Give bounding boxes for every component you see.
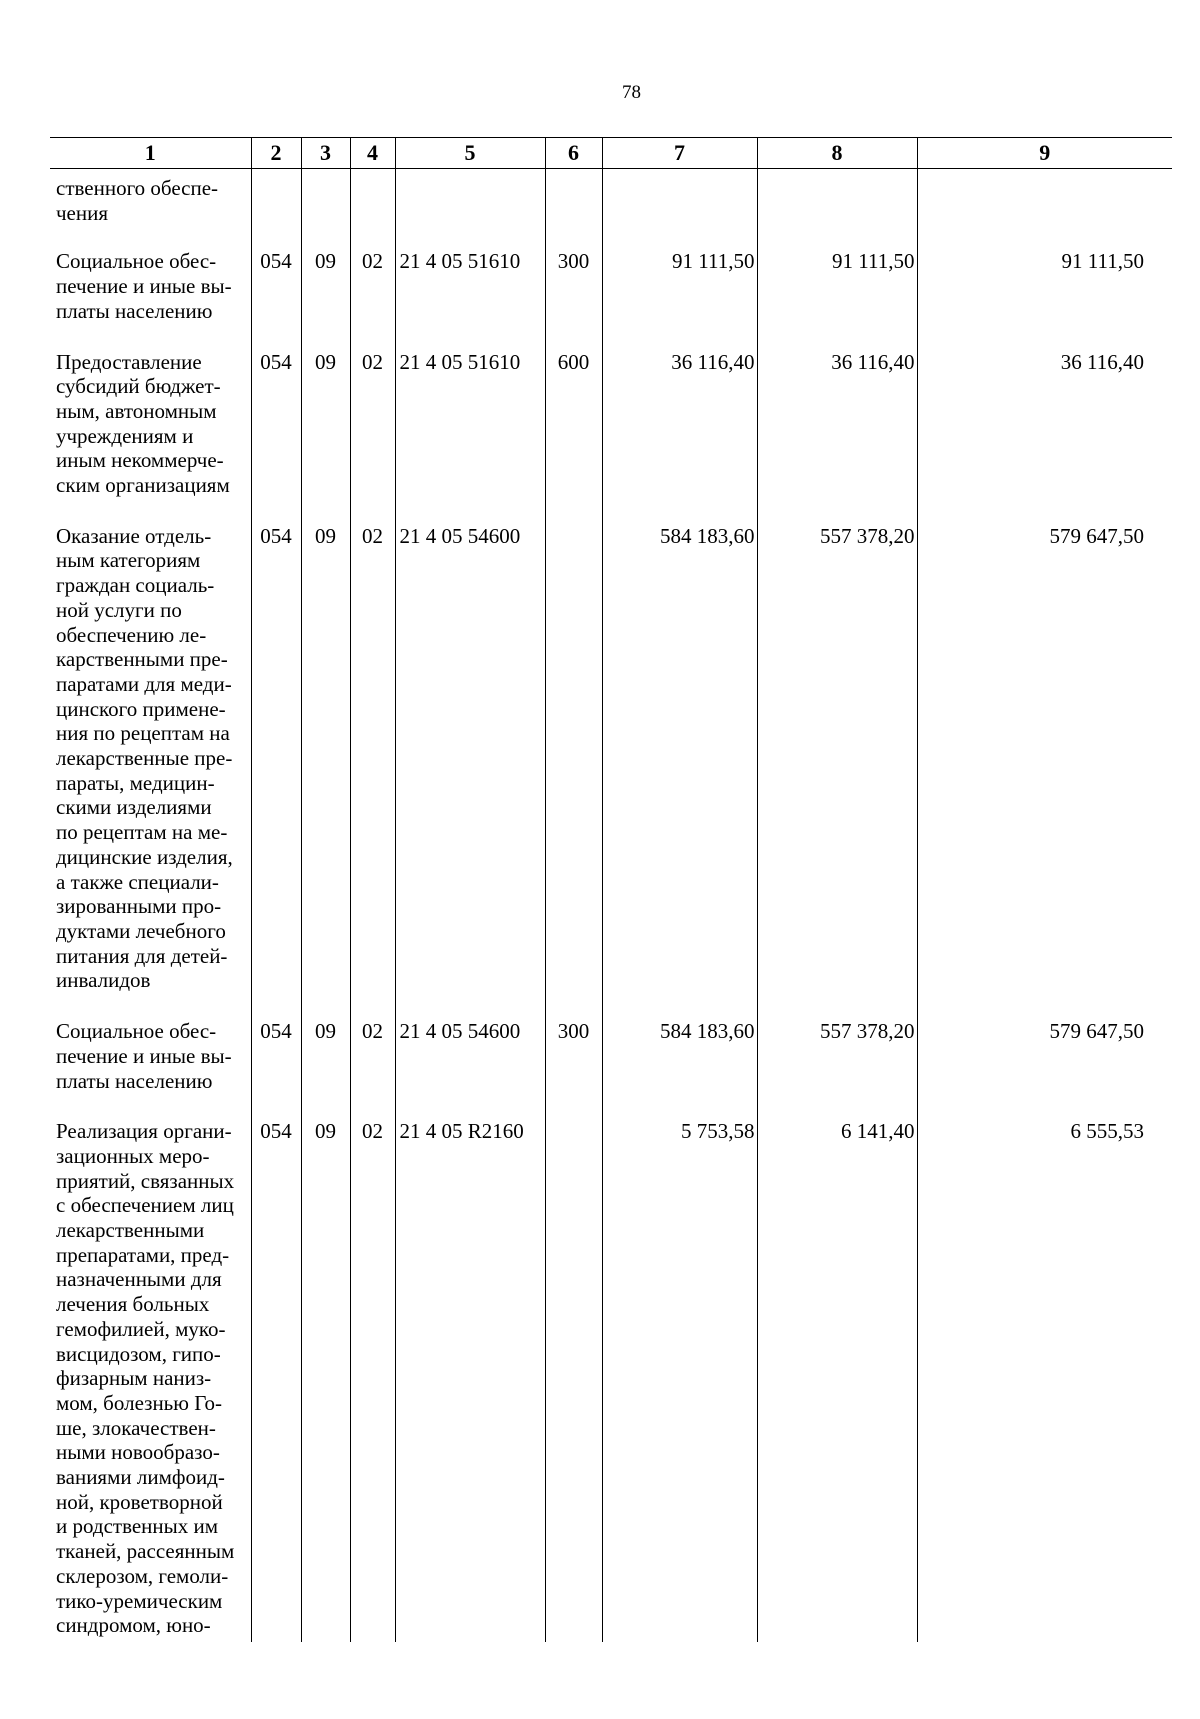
col-5-value: 21 4 05 54600 — [395, 519, 545, 1014]
header-col-7: 7 — [602, 138, 757, 169]
header-col-5: 5 — [395, 138, 545, 169]
col-4-value: 02 — [350, 1114, 395, 1642]
table-row — [50, 519, 1172, 1014]
table-row — [50, 1014, 1172, 1114]
col-9-value — [917, 169, 1172, 245]
row-name: Социальное обес- печение и иные вы- платы населению — [56, 249, 232, 323]
col-3-value: 09 — [301, 345, 350, 519]
col-9-value: 36 116,40 — [917, 345, 1172, 519]
col-9-value: 6 555,53 — [917, 1114, 1172, 1642]
col-6-value — [545, 169, 602, 245]
header-col-8: 8 — [757, 138, 917, 169]
col-3-value — [301, 169, 350, 245]
col-7-value: 584 183,60 — [602, 519, 757, 1014]
col-6-value: 600 — [545, 345, 602, 519]
col-8-value: 557 378,20 — [757, 519, 917, 1014]
page-number: 78 — [622, 82, 641, 103]
col-4-value: 02 — [350, 345, 395, 519]
row-name: Социальное обес- печение и иные вы- платы населению — [56, 1019, 232, 1093]
col-4-value — [350, 169, 395, 245]
col-7-value: 5 753,58 — [602, 1114, 757, 1642]
col-2-value: 054 — [251, 1014, 301, 1114]
col-2-value: 054 — [251, 519, 301, 1014]
col-4-value: 02 — [350, 1014, 395, 1114]
col-8-value: 6 141,40 — [757, 1114, 917, 1642]
row-name: Оказание отдель- ным категориям граждан социаль- ной услуги по обеспечению ле- карственными пре- паратами для меди- цинского примене- ния по рецептам на лекарственные пре- параты, медицин- скими изделиями по рецептам на ме- дицинские изделия, а также специали- зированными про- дуктами лечебного питания для детей- инвалидов — [56, 523, 233, 993]
col-3-value: 09 — [301, 1014, 350, 1114]
col-7-value: 91 111,50 — [602, 244, 757, 344]
col-6-value: 300 — [545, 244, 602, 344]
table-row — [50, 345, 1172, 519]
col-3-value: 09 — [301, 519, 350, 1014]
table-row — [50, 169, 1172, 245]
col-6-value — [545, 1114, 602, 1642]
table-header-row — [50, 138, 1172, 169]
header-col-3: 3 — [301, 138, 350, 169]
col-3-value: 09 — [301, 244, 350, 344]
col-8-value: 36 116,40 — [757, 345, 917, 519]
header-col-6: 6 — [545, 138, 602, 169]
col-2-value: 054 — [251, 1114, 301, 1642]
row-name: ственного обеспе- чения — [56, 176, 219, 225]
col-5-value — [395, 169, 545, 245]
row-name: Предоставление субсидий бюджет- ным, автономным учреждениям и иным некоммерче- ским организациям — [56, 349, 230, 498]
col-7-value — [602, 169, 757, 245]
col-9-value: 579 647,50 — [917, 1014, 1172, 1114]
row-name: Реализация органи- зационных меро- приятий, связанных с обеспечением лиц лекарственными препаратами, пред- назначенными для лечения больных гемофилией, муко- висцидозом, гипо- физарным наниз- мом, болезнью Го- ше, злокачествен- ными новообразо- ваниями лимфоид- ной, кроветворной и родственных им тканей, рассеянным склерозом, гемоли- тико-уремическим синдромом, юно- — [56, 1119, 235, 1638]
header-col-4: 4 — [350, 138, 395, 169]
col-7-value: 584 183,60 — [602, 1014, 757, 1114]
col-4-value: 02 — [350, 519, 395, 1014]
col-2-value — [251, 169, 301, 245]
col-9-value: 91 111,50 — [917, 244, 1172, 344]
table-row — [50, 1114, 1172, 1642]
table-row — [50, 244, 1172, 344]
col-8-value: 91 111,50 — [757, 244, 917, 344]
header-col-2: 2 — [251, 138, 301, 169]
col-2-value: 054 — [251, 244, 301, 344]
budget-table — [50, 137, 1172, 1642]
table-body — [50, 169, 1172, 1642]
col-6-value — [545, 519, 602, 1014]
header-col-1: 1 — [50, 138, 251, 169]
col-9-value: 579 647,50 — [917, 519, 1172, 1014]
col-2-value: 054 — [251, 345, 301, 519]
col-5-value: 21 4 05 51610 — [395, 345, 545, 519]
col-8-value — [757, 169, 917, 245]
col-4-value: 02 — [350, 244, 395, 344]
col-5-value: 21 4 05 51610 — [395, 244, 545, 344]
col-8-value: 557 378,20 — [757, 1014, 917, 1114]
header-col-9: 9 — [917, 138, 1172, 169]
col-6-value: 300 — [545, 1014, 602, 1114]
col-7-value: 36 116,40 — [602, 345, 757, 519]
col-3-value: 09 — [301, 1114, 350, 1642]
col-5-value: 21 4 05 R2160 — [395, 1114, 545, 1642]
col-5-value: 21 4 05 54600 — [395, 1014, 545, 1114]
